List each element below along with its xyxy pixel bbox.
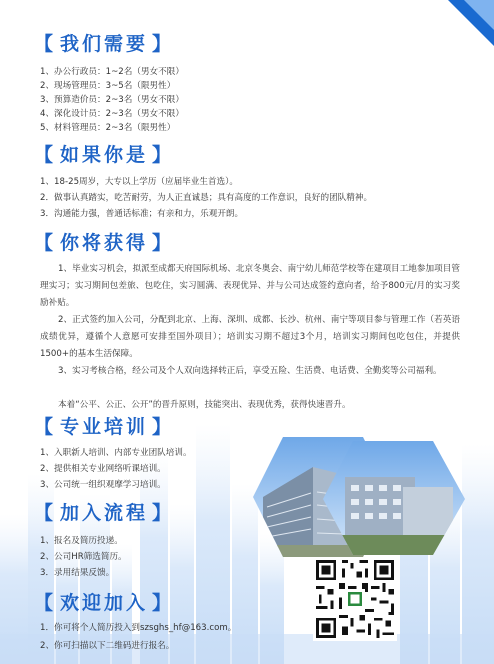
list-item: 5、材料管理员：2~3名（限男性） bbox=[40, 123, 176, 133]
list-item: 1、入职新人培训、内部专业团队培训。 bbox=[40, 448, 192, 458]
list-item: 2、提供相关专业网络听课培训。 bbox=[40, 464, 166, 474]
list-item: 2、公司HR筛选简历。 bbox=[40, 552, 127, 562]
list-item: 3、公司统一组织观摩学习培训。 bbox=[40, 480, 166, 490]
email-instruction: 1．你可将个人简历投入到szsghs_hf@163.com。 bbox=[40, 623, 237, 633]
list-item: 3、预算造价员：2~3名（男女不限） bbox=[40, 95, 184, 105]
section-title-gain: 【 你将获得 】 bbox=[34, 232, 175, 254]
corner-decoration-light bbox=[464, 0, 494, 30]
section-title-welcome: 【 欢迎加入 】 bbox=[34, 592, 175, 614]
list-item: 1、报名及简历投递。 bbox=[40, 536, 123, 546]
list-item: 3．录用结果反馈。 bbox=[40, 568, 115, 578]
benefit-paragraph: 1、毕业实习机会，拟派至成都天府国际机场、北京冬奥会、南宁幼儿师范学校等在建项目工地参加项目管理实习；实习期间包差旅、包吃住，实习圆满、表现优异、并与公司达成签约意向者，给予800元/月的实习奖励补贴。 bbox=[40, 264, 460, 308]
section-title-need: 【 我们需要 】 bbox=[34, 33, 175, 55]
qr-code[interactable] bbox=[313, 557, 397, 641]
list-item: 1、办公行政员：1~2名（男女不限） bbox=[40, 67, 184, 77]
list-item: 1、18-25周岁，大专以上学历（应届毕业生首选）。 bbox=[40, 177, 239, 187]
benefit-paragraph: 3、实习考核合格，经公司及个人双向选择转正后，享受五险、生活费、电话费、全勤奖等公司福利。 bbox=[58, 366, 442, 376]
section-title-process: 【 加入流程 】 bbox=[34, 502, 175, 524]
list-item: 2．做事认真踏实，吃苦耐劳，为人正直诚恳；具有高度的工作意识，良好的团队精神。 bbox=[40, 193, 373, 203]
section-title-training: 【 专业培训 】 bbox=[34, 416, 175, 438]
building-photos bbox=[253, 437, 475, 557]
list-item: 4、深化设计员：2~3名（男女不限） bbox=[40, 109, 184, 119]
list-item: 2、现场管理员：3~5名（限男性） bbox=[40, 81, 176, 91]
section-title-if-you: 【 如果你是 】 bbox=[34, 144, 175, 166]
qr-instruction: 2、你可扫描以下二维码进行报名。 bbox=[40, 641, 175, 651]
list-item: 3．沟通能力强，普通话标准；有亲和力，乐观开朗。 bbox=[40, 209, 244, 219]
promotion-paragraph: 本着“公平、公正、公开”的晋升原则，技能突出、表现优秀，获得快速晋升。 bbox=[58, 400, 351, 410]
benefit-paragraph: 2、正式签约加入公司，分配到北京、上海、深圳、成都、长沙、杭州、南宁等项目参与管理工作（若英语成绩优异，遵循个人意愿可安排至国外项目）；培训实习期不超过3个月，培训实习期间包吃包住，并提供1500+的基本生活保障。 bbox=[40, 315, 460, 359]
